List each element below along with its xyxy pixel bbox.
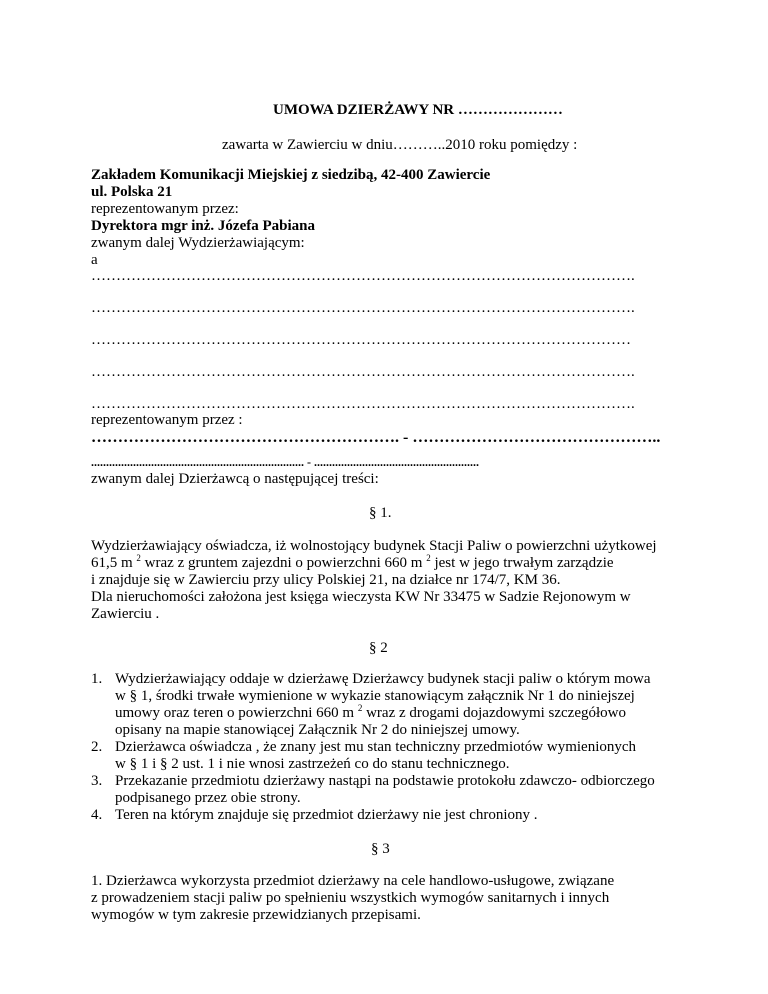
- and-word: a: [91, 252, 98, 268]
- paragraph-line: i znajduje się w Zawierciu przy ulicy Polskiej 21, na działce nr 174/7, KM 36.: [91, 572, 561, 588]
- paragraph-line: 61,5 m $^2$ wraz z gruntem zajezdni o powierzchni 660 m $^2$ jest w jego trwałym zarządzie: [91, 553, 614, 571]
- list-item-number: 2.: [91, 739, 103, 755]
- list-item-number: 1.: [91, 671, 103, 687]
- list-item-line: Wydzierżawiający oddaje w dzierżawę Dzierżawcy budynek stacji paliw o którym mowa: [115, 671, 651, 687]
- blank-line: ……………………………………………………………………………………………….: [91, 268, 635, 284]
- list-item-number: 3.: [91, 773, 103, 789]
- paragraph-line: Zawierciu .: [91, 606, 160, 622]
- paragraph-line: Dla nieruchomości założona jest księga wieczysta KW Nr 33475 w Sadzie Rejonowym w: [91, 589, 631, 605]
- list-item-line: podpisanego przez obie strony.: [115, 790, 301, 806]
- blank-line: ……………………………………………………………………………………………….: [91, 364, 635, 380]
- party2-represented-label: reprezentowanym przez :: [91, 412, 243, 428]
- list-item-line: Dzierżawca oświadcza , że znany jest mu stan techniczny przedmiotów wymienionych: [115, 739, 637, 755]
- blank-line: ……………………………………………………………………………………………….: [91, 396, 635, 412]
- list-item-line: opisany na mapie stanowiącej Załącznik Nr 2 do niniejszej umowy.: [115, 722, 520, 738]
- section-heading: § 1.: [369, 505, 392, 521]
- paragraph-line: wymogów w tym zakresie przewidzianych przepisami.: [91, 907, 421, 923]
- party1-represented-label: reprezentowanym przez:: [91, 201, 239, 217]
- party2-called: zwanym dalej Dzierżawcą o następującej treści:: [91, 471, 379, 487]
- list-item-line: w § 1 i § 2 ust. 1 i nie wnosi zastrzeżeń co do stanu technicznego.: [115, 756, 510, 772]
- party1-address: ul. Polska 21: [91, 184, 173, 200]
- signature-line: ....................................................................... - .......................................................: [91, 455, 479, 469]
- section-heading: § 3: [371, 841, 390, 857]
- contract-subtitle: zawarta w Zawierciu w dniu………..2010 roku pomiędzy :: [222, 137, 578, 153]
- party1-called: zwanym dalej Wydzierżawiającym:: [91, 235, 305, 251]
- signature-line: …………………………………………………. - ………………………………………..: [91, 429, 661, 446]
- list-item-line: Przekazanie przedmiotu dzierżawy nastąpi na podstawie protokołu zdawczo- odbiorczego: [115, 773, 655, 789]
- list-item-line: w § 1, środki trwałe wymienione w wykazie stanowiącym załącznik Nr 1 do niniejszej: [115, 688, 635, 704]
- party1-name: Zakładem Komunikacji Miejskiej z siedzibą, 42-400 Zawiercie: [91, 167, 491, 183]
- paragraph-line: z prowadzeniem stacji paliw po spełnieniu wszystkich wymogów sanitarnych i innych: [91, 890, 610, 906]
- list-item-number: 4.: [91, 807, 103, 823]
- blank-line: ……………………………………………………………………………………………….: [91, 300, 635, 316]
- paragraph-line: Wydzierżawiający oświadcza, iż wolnostojący budynek Stacji Paliw o powierzchni użytkowej: [91, 538, 657, 554]
- list-item-line: umowy oraz teren o powierzchni 660 m $^2$ wraz z drogami dojazdowymi szczegółowo: [115, 703, 627, 721]
- blank-line: ………………………………………………………………………………………………: [91, 332, 631, 348]
- contract-title: UMOWA DZIERŻAWY NR …………………: [273, 102, 563, 118]
- party1-representative: Dyrektora mgr inż. Józefa Pabiana: [91, 218, 315, 234]
- list-item-line: Teren na którym znajduje się przedmiot dzierżawy nie jest chroniony .: [115, 807, 538, 823]
- section-heading: § 2: [369, 640, 388, 656]
- paragraph-line: 1. Dzierżawca wykorzysta przedmiot dzierżawy na cele handlowo-usługowe, związane: [91, 873, 615, 889]
